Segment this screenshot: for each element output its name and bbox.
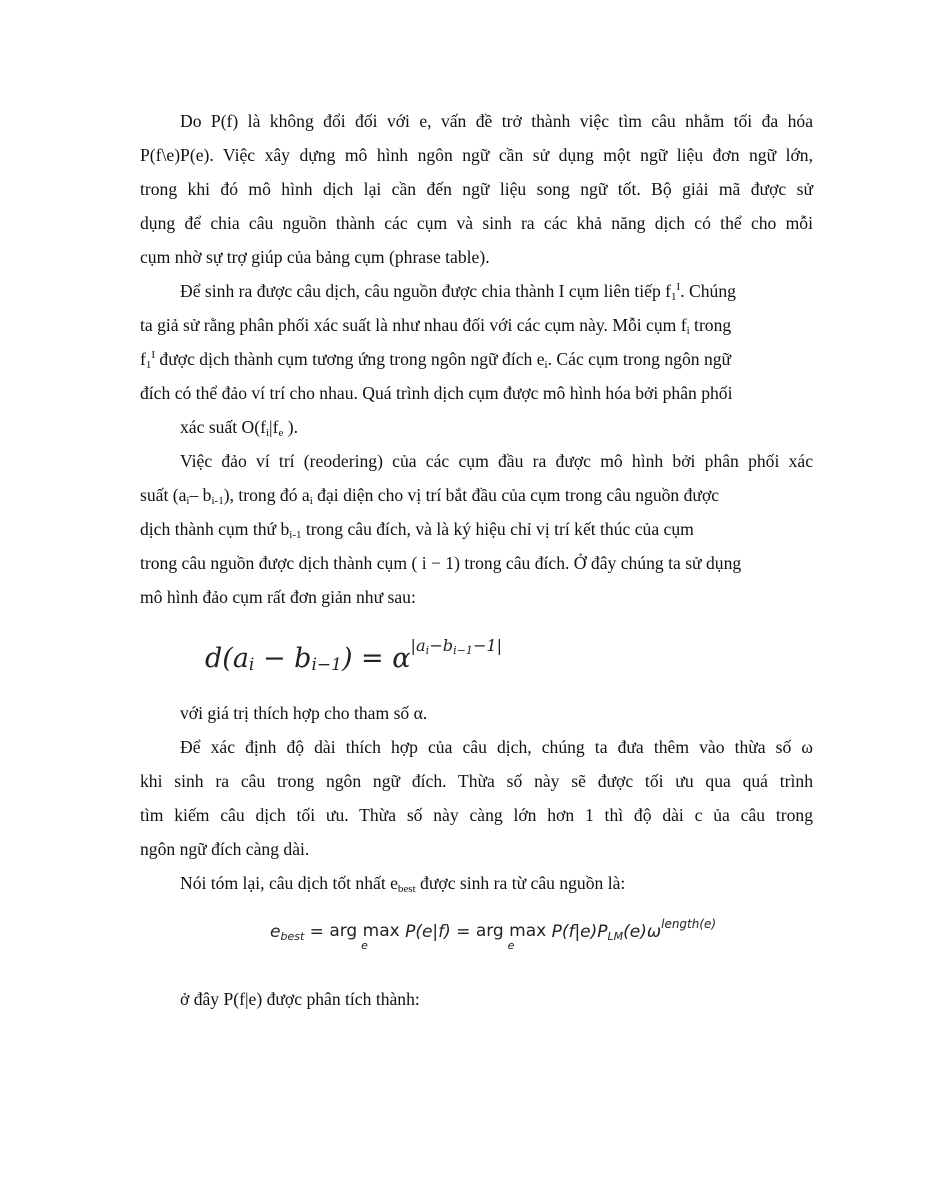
last-line: ở đây P(f|e) được phân tích thành: (180, 989, 420, 1009)
reordering-formula: $d(a_i - b_{i-1}) = \alpha^{|a_i-b_{i-1}-1|}$ (205, 636, 503, 675)
para3-line2: suất ($a_i-$ $b_{i-1}$), trong đó $a_i$ đại diện cho vị trí bắt đầu của cụm trong câu nguồn được (140, 485, 720, 507)
para2-line2-tail: trong (689, 315, 732, 335)
para2-line5: xác suất $O(f_i|f_e$ ). (180, 417, 298, 439)
best-translation-formula: $e_{best}$ = arg max e P(e|f) = arg max e $P(f|e)P_{LM}(e)\omega^{length(e)}$ (270, 917, 717, 952)
para1-line2: P(f\e)P(e). Việc xây dựng mô hình ngôn ngữ cần sử dụng một ngữ liệu đơn ngữ lớn, (140, 145, 813, 165)
para1-line4: dụng để chia câu nguồn thành các cụm và sinh ra các khả năng dịch có thể cho mỗi (140, 213, 813, 233)
argmax-operator-2: arg max e (475, 921, 547, 952)
argmax-operator-1: arg max e (329, 921, 400, 952)
para5-line1: Nói tóm lại, câu dịch tốt nhất $e_{best}$ được sinh ra từ câu nguồn là: (180, 873, 626, 895)
para2-line2-text: ta giả sử rằng phân phối xác suất là như nhau đối với các cụm này. Mỗi cụm f (140, 315, 687, 335)
formula1-exponent: |ai−bi−1−1| (410, 636, 503, 657)
para2-line4: đích có thể đảo ví trí cho nhau. Quá trình dịch cụm được mô hình hóa bởi phân phối (140, 383, 733, 403)
alpha-parameter-line: với giá trị thích hợp cho tham số α. (180, 703, 428, 723)
para2-line3: $f_1^I$ được dịch thành cụm tương ứng trong ngôn ngữ đích $e_i$. Các cụm trong ngôn ngữ (140, 349, 732, 371)
para4-line4: ngôn ngữ đích càng dài. (140, 839, 310, 859)
para2-line1: Để sinh ra được câu dịch, câu nguồn được chia thành I cụm liên tiếp $f_1^I$. Chúng (180, 281, 736, 303)
para3-line1: Việc đảo ví trí (reodering) của các cụm đầu ra được mô hình bởi phân phối xác (180, 451, 813, 471)
para1-line3: trong khi đó mô hình dịch lại cần đến ngữ liệu song ngữ tốt. Bộ giải mã được sử (140, 179, 813, 199)
para2-line3-tail: . Các cụm trong ngôn ngữ (547, 349, 732, 369)
para4-line3: tìm kiếm câu dịch tối ưu. Thừa số này càng lớn hơn 1 thì độ dài c ủa câu trong (140, 805, 813, 825)
para3-line4: trong câu nguồn được dịch thành cụm ( i − 1) trong câu đích. Ở đây chúng ta sử dụng (140, 553, 742, 573)
para3-line3: dịch thành cụm thứ $b_{i-1}$ trong câu đích, và là ký hiệu chỉ vị trí kết thúc của cụm (140, 519, 694, 541)
para4-line2: khi sinh ra câu trong ngôn ngữ đích. Thừa số này sẽ được tối ưu qua quá trình (140, 771, 813, 791)
para4-line1: Để xác định độ dài thích hợp của câu dịch, chúng ta đưa thêm vào thừa số ω (180, 737, 813, 757)
para2-line1-text: Để sinh ra được câu dịch, câu nguồn được chia thành I cụm liên tiếp f (180, 281, 672, 301)
para2-line2: ta giả sử rằng phân phối xác suất là như nhau đối với các cụm này. Mỗi cụm $f_i$ trong (140, 315, 732, 337)
para1-line5: cụm nhờ sự trợ giúp của bảng cụm (phrase table). (140, 247, 490, 267)
para2-line1-tail: . Chúng (680, 281, 736, 301)
para2-line3-text: được dịch thành cụm tương ứng trong ngôn ngữ đích e (155, 349, 545, 369)
para3-line5: mô hình đảo cụm rất đơn giản như sau: (140, 587, 416, 607)
para1-line1: Do P(f) là không đổi đối với e, vấn đề trở thành việc tìm câu nhằm tối đa hóa (180, 111, 813, 131)
